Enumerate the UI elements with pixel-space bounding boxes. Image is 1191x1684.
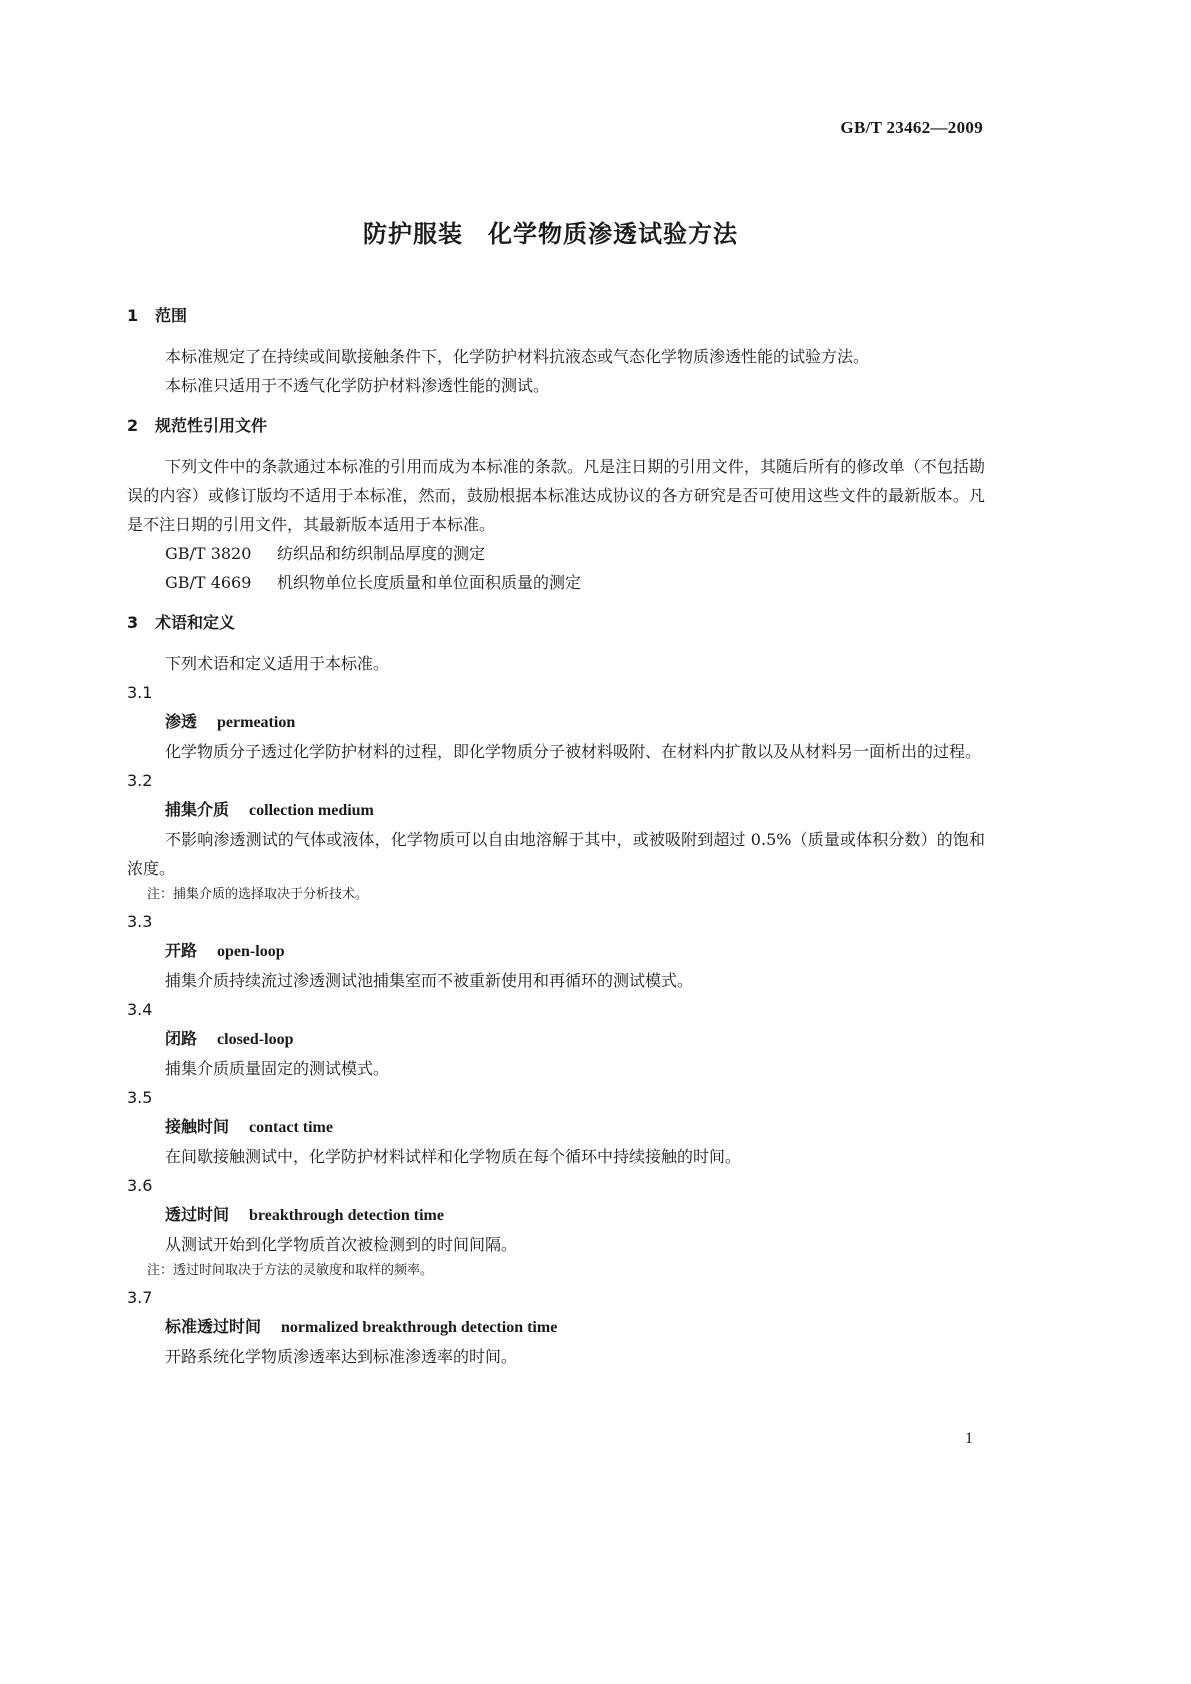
clause-number: 3.3 — [127, 912, 153, 931]
section-heading — [127, 609, 985, 637]
term-english: normalized breakthrough detection time — [281, 1319, 558, 1336]
term-definition: 从测试开始到化学物质首次被检测到的时间间隔。 — [165, 1235, 518, 1254]
term-entry — [127, 1312, 985, 1342]
section-heading — [127, 302, 985, 330]
term-definition: 开路系统化学物质渗透率达到标准渗透率的时间。 — [165, 1347, 518, 1366]
term-entry — [127, 1200, 985, 1230]
document-body — [127, 302, 985, 1371]
paragraph: 本标准只适用于不透气化学防护材料渗透性能的测试。 — [165, 376, 550, 395]
section-title: 范围 — [155, 306, 188, 325]
section-heading — [127, 412, 985, 440]
reference-title: 纺织品和纺织制品厚度的测定 — [277, 544, 486, 563]
term-english: collection medium — [249, 802, 374, 819]
term-english: breakthrough detection time — [249, 1207, 444, 1224]
clause-number: 3.6 — [127, 1176, 153, 1195]
normative-reference — [127, 568, 985, 597]
normative-reference — [127, 539, 985, 568]
term-english: closed-loop — [217, 1031, 294, 1048]
term-definition: 捕集介质持续流过渗透测试池捕集室而不被重新使用和再循环的测试模式。 — [165, 971, 694, 990]
section-number: 1 — [127, 306, 139, 325]
term-chinese: 捕集介质 — [165, 800, 230, 819]
term-chinese: 标准透过时间 — [165, 1317, 262, 1336]
note: 注：透过时间取决于方法的灵敏度和取样的频率。 — [147, 1263, 434, 1278]
term-chinese: 接触时间 — [165, 1117, 230, 1136]
term-definition: 捕集介质质量固定的测试模式。 — [165, 1059, 390, 1078]
term-entry — [127, 1112, 985, 1142]
clause-number: 3.4 — [127, 1000, 153, 1019]
note: 注：捕集介质的选择取决于分析技术。 — [147, 887, 369, 902]
reference-code: GB/T 4669 — [165, 573, 252, 592]
term-entry — [127, 795, 985, 825]
document-title: 防护服装 化学物质渗透试验方法 — [363, 220, 738, 248]
term-definition: 不影响渗透测试的气体或液体，化学物质可以自由地溶解于其中，或被吸附到超过 0.5%（质量或体积分数）的饱和浓度。 — [127, 830, 985, 878]
paragraph: 下列术语和定义适用于本标准。 — [165, 654, 390, 673]
section-number: 2 — [127, 416, 139, 435]
clause-number: 3.7 — [127, 1288, 153, 1307]
term-chinese: 闭路 — [165, 1029, 198, 1048]
section-number: 3 — [127, 613, 139, 632]
term-chinese: 渗透 — [165, 712, 198, 731]
section-title: 规范性引用文件 — [155, 416, 268, 435]
term-entry — [127, 707, 985, 737]
term-definition: 在间歇接触测试中，化学防护材料试样和化学物质在每个循环中持续接触的时间。 — [165, 1147, 742, 1166]
term-entry — [127, 1024, 985, 1054]
section-title: 术语和定义 — [155, 613, 236, 632]
term-chinese: 透过时间 — [165, 1205, 230, 1224]
term-definition: 化学物质分子透过化学防护材料的过程，即化学物质分子被材料吸附、在材料内扩散以及从材料另一面析出的过程。 — [165, 742, 982, 761]
term-entry — [127, 936, 985, 966]
term-chinese: 开路 — [165, 941, 198, 960]
page-number: 1 — [965, 1430, 973, 1447]
paragraph: 下列文件中的条款通过本标准的引用而成为本标准的条款。凡是注日期的引用文件，其随后所有的修改单（不包括勘误的内容）或修订版均不适用于本标准，然而，鼓励根据本标准达成协议的各方研究是否可使用这些文件的最新版本。凡是不注日期的引用文件，其最新版本适用于本标准。 — [127, 457, 985, 534]
standard-code: GB/T 23462—2009 — [840, 118, 983, 137]
term-english: contact time — [249, 1119, 333, 1136]
reference-title: 机织物单位长度质量和单位面积质量的测定 — [277, 573, 582, 592]
clause-number: 3.5 — [127, 1088, 153, 1107]
reference-code: GB/T 3820 — [165, 544, 252, 563]
clause-number: 3.2 — [127, 771, 153, 790]
clause-number: 3.1 — [127, 683, 153, 702]
term-english: permeation — [217, 714, 296, 731]
term-english: open-loop — [217, 943, 285, 960]
paragraph: 本标准规定了在持续或间歇接触条件下，化学防护材料抗液态或气态化学物质渗透性能的试验方法。 — [165, 347, 870, 366]
